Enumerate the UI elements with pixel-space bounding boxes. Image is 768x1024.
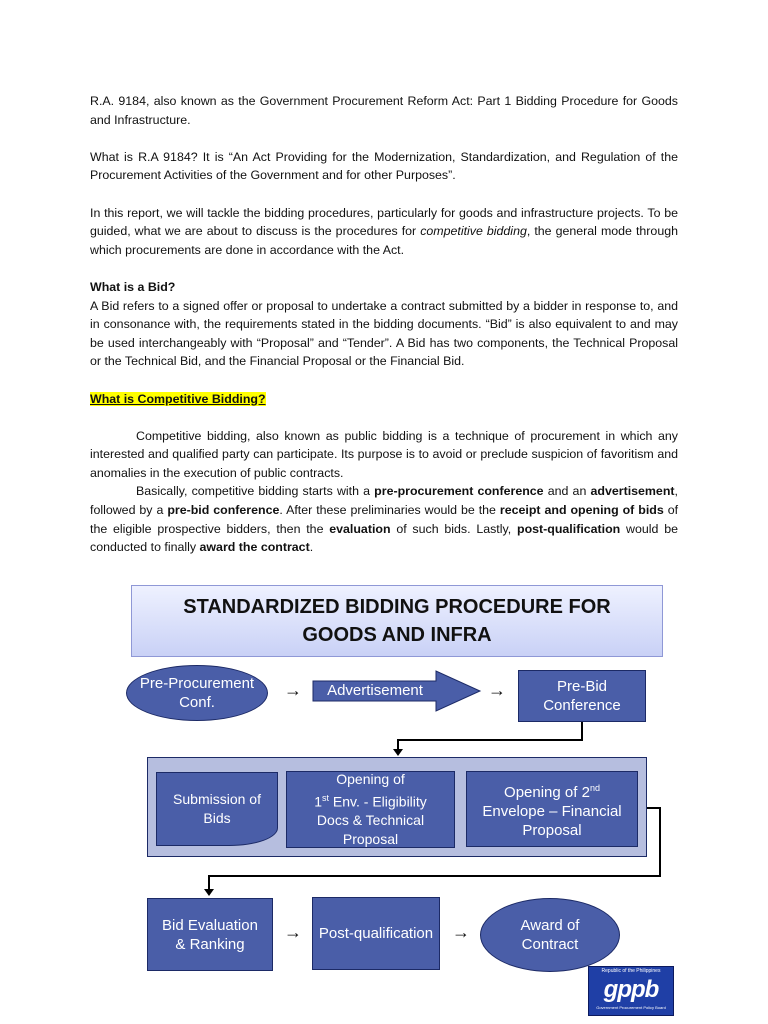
advertisement-label: Advertisement [327,682,423,699]
connector-arrowhead [204,889,214,896]
connector-line [659,807,661,877]
opening-second-envelope-node: Opening of 2nd Envelope – Financial Proposal [466,771,638,847]
arrow-1: → [284,680,302,700]
pre-procurement-node: Pre-Procurement Conf. [126,665,268,721]
procedure-summary-paragraph: Basically, competitive bidding starts with a pre-procurement conference and an advertisement, followed by a pre-bid conference. After these preliminaries would be the receipt and opening of bids of the eligible prospective bidders, then the evaluation of such bids. Lastly, post-qualification would be conducted to finally award the contract. [90,484,679,555]
competitive-bidding-paragraph: Competitive bidding, also known as public bidding is a technique of procurement in which any interested and qualified party can participate. Its purpose is to avoid or preclude suspicion of favoritism and anomalies in the execution of public contracts. [90,428,678,480]
pre-bid-node: Pre-Bid Conference [518,670,646,722]
bid-paragraph: A Bid refers to a signed offer or proposal to undertake a contract submitted by a bidder in response to, and in consonance with, the requirements stated in the bidding documents. “Bid” is also equivalent to and may be used interchangeably with “Proposal” and “Tender”. A Bid has two components, the Technical Proposal or the Technical Bid, and the Financial Proposal or the Financial Bid. [90,298,678,369]
intro-paragraph: R.A. 9184, also known as the Government Procurement Reform Act: Part 1 Bidding Procedure for Goods and Infrastructure. [90,94,678,127]
connector-line [208,875,661,877]
competitive-bidding-heading: What is Competitive Bidding? [90,391,266,406]
scope-paragraph: In this report, we will tackle the bidding procedures, particularly for goods and infrastructure projects. To be guided, what we are about to discuss is the procedures for competitive bidding, the general mode through which procurements are done in accordance with the Act. [90,205,679,257]
gppb-logo: Republic of the Philippines gppb Government Procurement Policy Board [588,966,674,1016]
definition-paragraph: What is R.A 9184? It is “An Act Providing for the Modernization, Standardization, and Regulation of the Procurement Activities of the Government and for other Purposes”. [90,149,678,183]
submission-node: Submission of Bids [156,772,278,846]
connector-arrowhead [393,749,403,756]
connector-line [581,722,583,740]
opening-first-envelope-node: Opening of 1st Env. - Eligibility Docs & Technical Proposal [286,771,455,848]
arrow-4: → [452,922,470,942]
post-qualification-node: Post-qualification [312,897,440,970]
arrow-2: → [488,680,506,700]
award-node: Award of Contract [480,898,620,972]
emphasis-competitive-bidding: competitive bidding [420,224,527,239]
arrow-3: → [284,922,302,942]
flowchart-title: STANDARDIZED BIDDING PROCEDURE FOR GOODS AND INFRA [131,585,663,657]
bid-heading: What is a Bid? [90,279,176,294]
connector-line [397,739,583,741]
bid-evaluation-node: Bid Evaluation & Ranking [147,898,273,971]
